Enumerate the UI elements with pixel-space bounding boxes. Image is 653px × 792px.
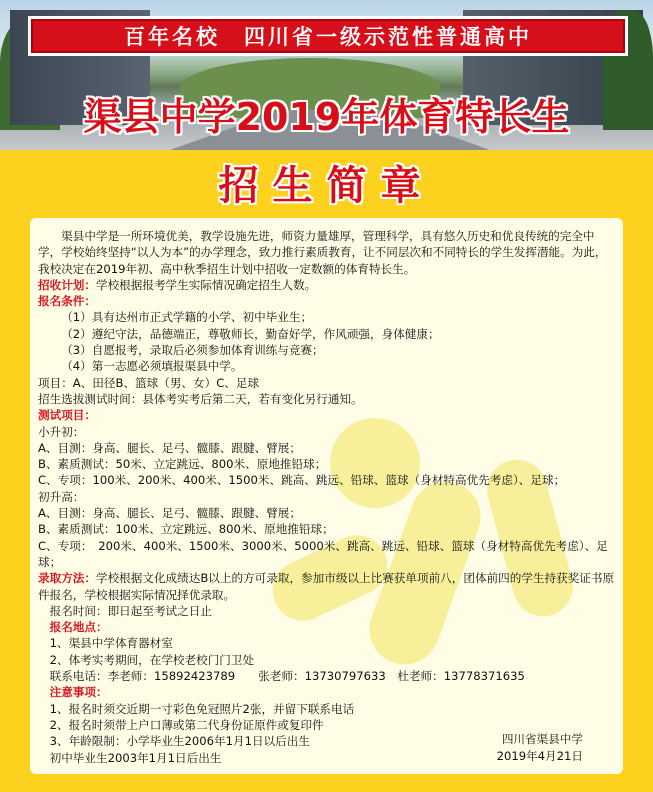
plan-line xyxy=(38,277,616,293)
plan-label: 招收计划： xyxy=(38,277,96,292)
condition-3: （3）自愿报考，录取后必须参加体育训练与竞赛； xyxy=(61,343,324,358)
signature-block xyxy=(497,731,583,764)
conditions-label: 报名条件： xyxy=(38,294,96,309)
subtitle: 招生简章 xyxy=(218,163,435,209)
location-label: 报名地点： xyxy=(49,620,108,635)
primary-b: B、素质测试：50米、立定跳远、800米、原地推铅球； xyxy=(38,457,327,472)
note-1: 1、报名时须交近期一寸彩色免冠照片2张，并留下联系电话 xyxy=(49,701,355,716)
signature-date: 2019年4月21日 xyxy=(496,748,583,763)
content-text xyxy=(38,228,616,766)
location-2: 2、体考实考期间，在学校老校门门卫处 xyxy=(49,652,255,667)
content-panel xyxy=(30,218,623,774)
condition-2: （2）遵纪守法，品德端正，尊敬师长，勤奋好学，作风顽强，身体健康； xyxy=(61,326,440,341)
note-4: 初中毕业生2003年1月1日后出生 xyxy=(49,750,222,765)
plan-text: 学校根据报考学生实际情况确定招生人数。 xyxy=(95,277,317,292)
condition-1: （1）具有达州市正式学籍的小学、初中毕业生； xyxy=(61,310,313,325)
junior-b: B、素质测试：100米、立定跳远、800米、原地推铅球； xyxy=(38,522,334,537)
junior-c: C、专项： 200米、400米、1500米、3000米、5000米、跳高、跳远、铅球、篮球（身材特高优先考虑）、足球； xyxy=(38,538,608,569)
reg-time-line: 报名时间：即日起至考试之日止 xyxy=(49,603,212,618)
top-ribbon xyxy=(28,16,628,56)
events-line: 项目：A、田径B、篮球（男、女）C、足球 xyxy=(38,375,260,390)
junior-title: 初升高： xyxy=(38,489,85,504)
primary-a: A、目测：身高、腿长、足弓、髋膝、跟腱、臂展； xyxy=(38,440,301,455)
intro-paragraph: 渠县中学是一所环境优美，教学设施先进，师资力量雄厚，管理科学，具有悠久历史和优良传统的完全中学，学校始终坚持“以人为本”的办学理念，致力推行素质教育，让不同层次和不同特长的学生发挥潜能。为此，我校决定在2019年初、高中秋季招生计划中招收一定数额的体育特长生。 xyxy=(38,229,607,276)
notes-label: 注意事项： xyxy=(49,685,108,700)
ribbon-text: 百年名校 四川省一级示范性普通高中 xyxy=(124,25,532,49)
signature-org: 四川省渠县中学 xyxy=(501,732,583,747)
junior-a: A、目测：身高、腿长、足弓、髋膝、跟腱、臂展； xyxy=(38,506,301,521)
primary-c: C、专项：100米、200米、400米、1500米、跳高、跳远、铅球、篮球（身材特高优先考虑）、足球； xyxy=(38,473,566,488)
condition-4: （4）第一志愿必须填报渠县中学。 xyxy=(61,359,243,374)
note-2: 2、报名时须带上户口薄或第二代身份证原件或复印件 xyxy=(49,717,324,732)
note-3: 3、年龄限制：小学毕业生2006年1月1日以后出生 xyxy=(49,734,310,749)
location-1: 1、渠县中学体育器材室 xyxy=(49,636,173,651)
main-title: 渠县中学2019年体育特长生 xyxy=(83,95,570,139)
test-time-line: 招生选拔测试时间：县体考实考后第二天，若有变化另行通知。 xyxy=(38,391,363,406)
tests-label: 测试项目： xyxy=(38,408,96,423)
admission-line xyxy=(38,570,616,603)
admission-label: 录取方法： xyxy=(38,571,96,586)
primary-title: 小升初： xyxy=(38,424,85,439)
contact-line: 联系电话：李老师：15892423789 张老师：13730797633 杜老师：13778371635 xyxy=(49,669,525,684)
admission-text: 学校根据文化成绩达B以上的方可录取，参加市级以上比赛获单项前八，团体前四的学生持获奖证书原件报名，学校根据实际情况择优录取。 xyxy=(38,571,615,602)
